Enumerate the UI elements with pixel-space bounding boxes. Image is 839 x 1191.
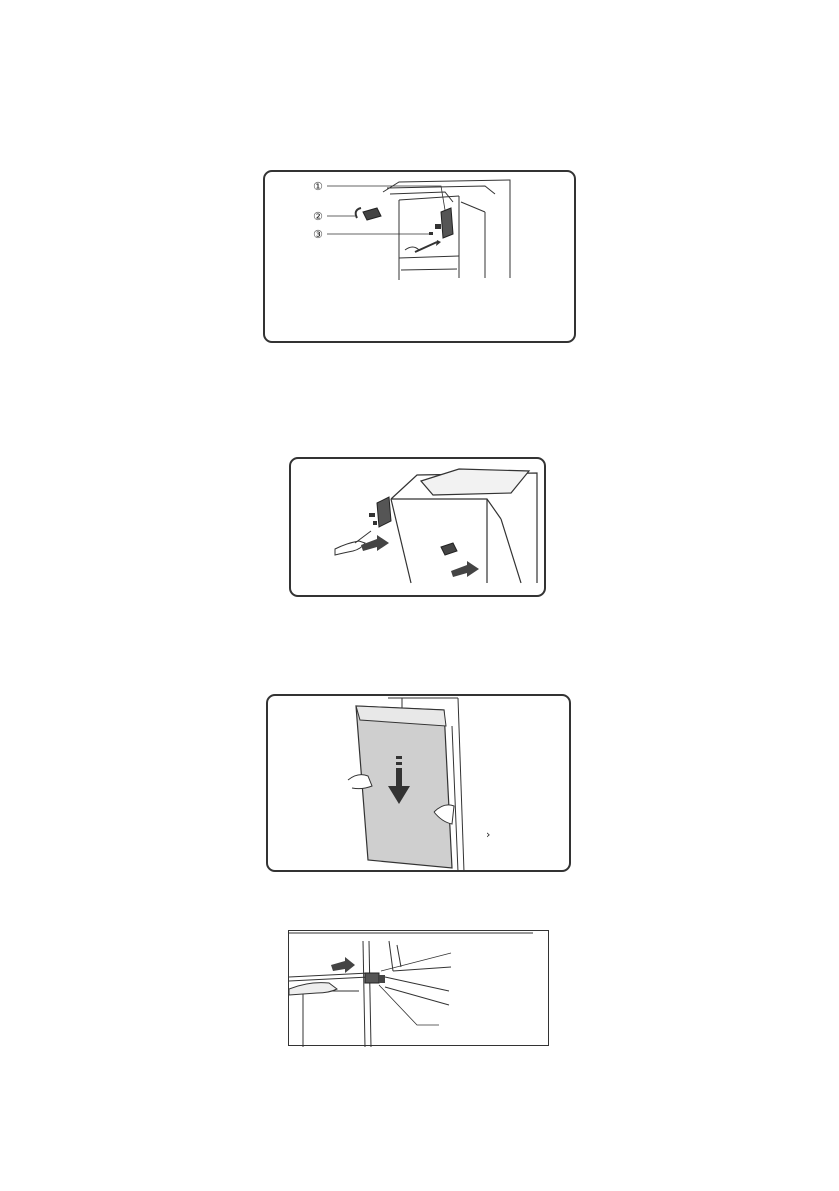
figure-3-lift-off-door	[266, 694, 571, 872]
push-arrow-2	[451, 561, 479, 577]
hinge-cover-part	[356, 208, 381, 220]
hinge-cover-part	[441, 543, 457, 555]
hand-with-screwdriver	[289, 983, 337, 995]
figure-1-drawing	[265, 172, 578, 345]
figure-2-remove-top-hinge	[289, 457, 546, 597]
callout-2: ②	[313, 210, 323, 223]
hinge-pin-part	[365, 973, 385, 983]
figure-4-drawing	[289, 931, 550, 1047]
fridge-top-perspective	[391, 469, 537, 583]
left-hand	[348, 775, 372, 789]
stray-mark: ›	[486, 828, 491, 841]
figure-1-remove-hinge-cover	[263, 170, 576, 343]
hinge-part	[415, 208, 453, 252]
figure-3-drawing	[268, 696, 573, 874]
figure-4-hinge-detail	[288, 930, 549, 1046]
figure-2-drawing	[291, 459, 548, 599]
hand-with-screwdriver	[335, 531, 371, 555]
leader-lines	[327, 186, 445, 234]
callout-3: ③	[313, 228, 323, 241]
callout-1: ①	[313, 180, 323, 193]
top-hinge-part	[369, 497, 391, 527]
push-arrow	[331, 957, 355, 973]
